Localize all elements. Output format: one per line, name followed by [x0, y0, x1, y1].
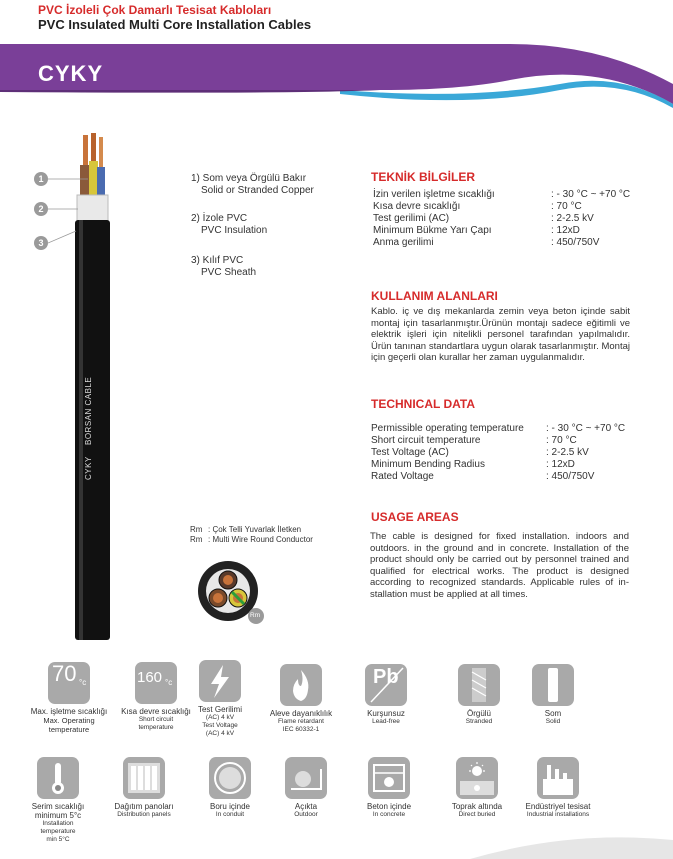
usage-tr-text: Kablo. iç ve dış mekanlarda zemin veya beton içinde sabit montaj için tasarlanmıştır.Ürünün montajı sadece eğitimli ve elektrik işleri için nitelikli personel tarafından yapılmalıdır. Ürün tanınan standartlara uygun olarak tasarlanmıştır. Montaj için geçerli olan kurallar her zaman uygulanmalıdır. [371, 306, 630, 363]
direct-buried-icon [456, 757, 498, 799]
icon-glyph: 70 [52, 662, 77, 686]
spec-key: Rated Voltage [371, 471, 434, 482]
legend-text: : Multi Wire Round Conductor [208, 535, 313, 544]
icon-label-tr: Aleve dayanıklılık [269, 709, 333, 718]
icon-label-en: Installation [42, 820, 74, 827]
usage-en-heading: USAGE AREAS [371, 510, 459, 524]
conductor-legend [190, 525, 313, 545]
technical-tr-table [373, 189, 630, 249]
title-english: PVC Insulated Multi Core Installation Cables [38, 17, 312, 32]
icon-industrial [515, 757, 601, 819]
icon-label-tr: Endüstriyel tesisat [525, 802, 591, 811]
part-1-tr: 1) Som veya Örgülü Bakır [191, 173, 307, 184]
spec-key: Short circuit temperature [371, 435, 481, 446]
spec-row [371, 423, 625, 435]
spec-value: : 12xD [546, 459, 575, 470]
spec-value: : 70 °C [546, 435, 577, 446]
cable-print-code: CYKY [84, 456, 93, 480]
spec-key: Anma gerilimi [373, 237, 434, 248]
icon-label-tr: Beton içinde [366, 802, 412, 811]
icon-label-en: minimum 5°c [34, 811, 82, 820]
concrete-icon [368, 757, 410, 799]
icon-label-en: Industrial installations [526, 811, 590, 818]
icon-label-en: In conduit [215, 811, 245, 818]
icon-label-en: Lead-free [372, 718, 400, 725]
icon-label-en: Solid [545, 718, 561, 725]
technical-en-table [371, 423, 625, 483]
icon-label-en: temperature [40, 828, 76, 835]
icon-label-en: (AC) 4 kV [205, 730, 235, 737]
footer-swoosh [470, 820, 673, 859]
lightning-icon [199, 660, 241, 702]
icon-label-tr: Boru içinde [209, 802, 251, 811]
icon-glyph-unit: °c [79, 678, 87, 687]
part-3 [191, 255, 256, 279]
part-1 [191, 173, 314, 197]
spec-row [371, 471, 625, 483]
callout-2: 2 [34, 202, 48, 216]
icon-label-en: min 5°C [46, 836, 70, 843]
outdoor-icon [285, 757, 327, 799]
icon-label-tr: Açıkta [294, 802, 318, 811]
spec-row [371, 447, 625, 459]
spec-key: Permissible operating temperature [371, 423, 524, 434]
icon-label-tr: Dağıtım panoları [114, 802, 174, 811]
spec-value: : 2-2.5 kV [546, 447, 589, 458]
spec-value: : 450/750V [551, 237, 600, 248]
icon-direct-buried [434, 757, 520, 819]
spec-row [371, 459, 625, 471]
temp-70-icon [48, 662, 90, 704]
icon-label-en: temperature [138, 724, 174, 731]
spec-key: Kısa devre sıcaklığı [373, 201, 461, 212]
flame-icon [280, 664, 322, 706]
distribution-panel-icon [123, 757, 165, 799]
spec-row [371, 435, 625, 447]
icon-label-en: Direct buried [458, 811, 496, 818]
legend-row [190, 535, 313, 545]
spec-key: Test gerilimi (AC) [373, 213, 450, 224]
icon-solid [510, 664, 596, 726]
spec-key: Minimum Bükme Yarı Çapı [373, 225, 492, 236]
usage-en-text: The cable is designed for fixed installation. indoors and outdoors. in the ground and in concrete. Installation of the product should only be carried out by personnel trained and qualified for electrical works. The product is designed according to recognized standards. Applicable rules of in-stallation must be applied at all times. [370, 531, 629, 600]
spec-value: : - 30 °C ~ +70 °C [546, 423, 626, 434]
icon-label-tr: Kurşunsuz [367, 709, 405, 718]
callout-lines [48, 175, 108, 245]
icon-label-en: Max. Operating [43, 716, 95, 725]
technical-en-heading: TECHNICAL DATA [371, 397, 475, 411]
usage-tr-heading: KULLANIM ALANLARI [371, 289, 498, 303]
icon-in-conduit [187, 757, 273, 819]
icon-label-tr: Som [544, 709, 562, 718]
title-turkish: PVC İzoleli Çok Damarlı Tesisat Kabloları [38, 3, 272, 17]
icon-label-tr: Toprak altında [451, 802, 503, 811]
cable-print-brand: BORSAN CABLE [84, 376, 93, 445]
spec-row [373, 189, 630, 201]
icon-distribution-panels [101, 757, 187, 819]
icon-label-en: IEC 60332-1 [282, 726, 320, 733]
industrial-icon [537, 757, 579, 799]
spec-row [373, 213, 630, 225]
spec-row [373, 237, 630, 249]
legend-text: : Çok Telli Yuvarlak İletken [208, 525, 302, 534]
icon-label-tr: Kısa devre sıcaklığı [121, 707, 191, 716]
technical-tr-heading: TEKNİK BİLGİLER [371, 170, 475, 184]
icon-label-en: Flame retardant [278, 718, 324, 725]
part-3-tr: 3) Kılıf PVC [191, 255, 244, 266]
icon-outdoor [263, 757, 349, 819]
legend-code: Rm [190, 525, 203, 534]
icon-lead-free [343, 664, 429, 726]
spec-value: : 450/750V [546, 471, 595, 482]
icon-label-en: Short circuit [138, 716, 174, 723]
spec-key: Minimum Bending Radius [371, 459, 485, 470]
thermometer-icon [37, 757, 79, 799]
part-2-en: PVC Insulation [201, 225, 268, 236]
icon-glyph: Pb [373, 666, 399, 688]
part-2-tr: 2) İzole PVC [191, 213, 248, 224]
spec-row [373, 225, 630, 237]
icon-glyph: 160 [137, 669, 163, 686]
legend-code: Rm [190, 535, 203, 544]
part-2 [191, 213, 267, 237]
callout-1: 1 [34, 172, 48, 186]
temp-160-icon [135, 662, 177, 704]
spec-value: : 2-2.5 kV [551, 213, 594, 224]
icon-label-en: In concrete [372, 811, 406, 818]
icon-label-en: Stranded [465, 718, 493, 725]
icon-label-tr: Örgülü [466, 709, 491, 718]
icon-label-en: (AC) 4 kV [205, 714, 235, 721]
spec-row [373, 201, 630, 213]
icon-max-temp [26, 662, 112, 734]
icon-label-en: Outdoor [294, 811, 318, 818]
stranded-icon [458, 664, 500, 706]
callout-3: 3 [34, 236, 48, 250]
icon-label-tr: Test Gerilimi [197, 705, 242, 714]
icon-label-tr: Max. işletme sıcaklığı [30, 707, 108, 716]
spec-value: : 70 °C [551, 201, 582, 212]
icon-label-en: Distribution panels [117, 811, 171, 818]
icon-test-voltage [177, 660, 263, 738]
spec-value: : - 30 °C ~ +70 °C [551, 189, 631, 200]
spec-key: Test Voltage (AC) [371, 447, 449, 458]
icon-label-en: temperature [48, 725, 90, 734]
icon-label-en: Test Voltage [202, 722, 238, 729]
spec-key: İzin verilen işletme sıcaklığı [373, 189, 495, 200]
lead-free-icon [365, 664, 407, 706]
icon-installation-temp [15, 757, 101, 844]
part-3-en: PVC Sheath [201, 267, 257, 278]
spec-value: : 12xD [551, 225, 580, 236]
icon-label-tr: Serim sıcaklığı [31, 802, 85, 811]
part-1-en: Solid or Stranded Copper [201, 185, 314, 196]
section-badge: Rm [250, 612, 261, 619]
icon-glyph-unit: °c [165, 678, 173, 687]
solid-icon [532, 664, 574, 706]
icon-in-concrete [346, 757, 432, 819]
product-code: CYKY [38, 61, 104, 86]
icon-flame-retardant [258, 664, 344, 734]
legend-row [190, 525, 313, 535]
conduit-icon [209, 757, 251, 799]
